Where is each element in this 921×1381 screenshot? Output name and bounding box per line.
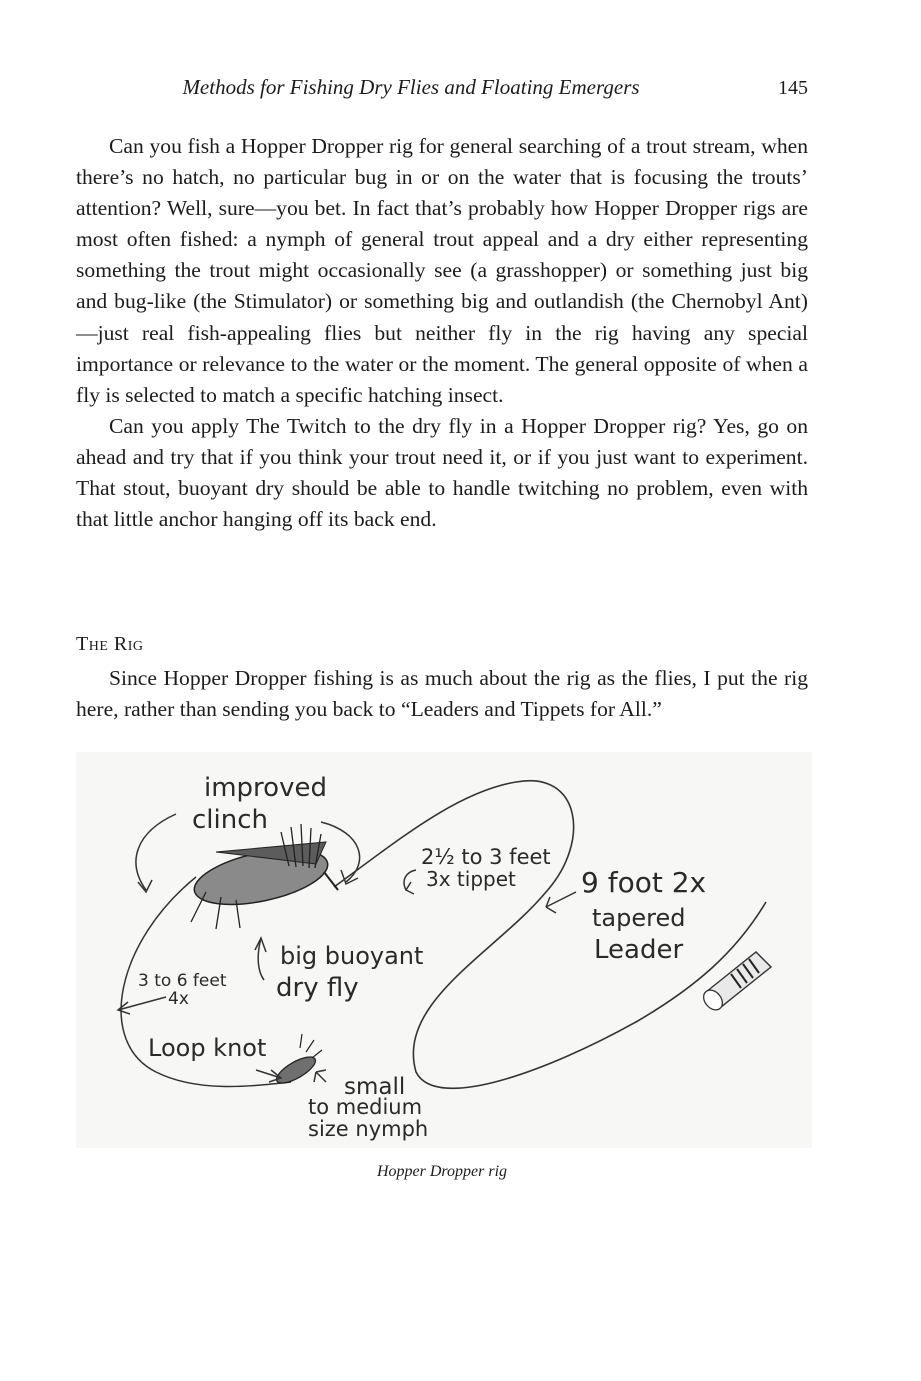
label-nymph-small: small: [344, 1074, 406, 1100]
label-big-buoyant: big buoyant: [280, 942, 424, 970]
figure-caption: Hopper Dropper rig: [376, 1163, 508, 1180]
label-nymph-size: size nymph: [308, 1117, 429, 1141]
label-loop-knot: Loop knot: [148, 1034, 267, 1062]
label-nymph-medium: to medium: [308, 1095, 423, 1119]
label-dropper-size: 4x: [168, 989, 189, 1009]
label-tippet-length: 2½ to 3 feet: [421, 845, 551, 869]
label-leader-tapered: tapered: [592, 904, 686, 932]
hopper-dropper-illustration: [76, 752, 812, 1148]
label-tippet-size: 3x tippet: [426, 867, 516, 891]
label-leader: Leader: [594, 935, 684, 965]
label-leader-length: 9 foot 2x: [581, 866, 707, 899]
paragraph: Since Hopper Dropper fishing is as much about the rig as the flies, I put the rig here, rather than sending you back to “Leaders and Tippets for All.”: [76, 666, 808, 722]
section-heading: The Rig: [76, 633, 144, 655]
section-body: [76, 663, 808, 725]
paragraph: Can you fish a Hopper Dropper rig for general searching of a trout stream, when there’s no hatch, no particular bug in or on the water that is focusing the trouts’ attention? Well, sure—you bet. In fact that’s probably how Hopper Dropper rigs are most often fished: a nymph of general trout appeal and a dry either representing something the trout might occasionally see (a grasshopper) or something just big and bug-like (the Stimulator) or something big and outlandish (the Chernobyl Ant)—just real fish-appealing flies but neither fly in the rig having any special importance or relevance to the water or the moment. The general opposite of when a fly is selected to match a specific hatching insect.: [76, 134, 808, 407]
paragraph: Can you apply The Twitch to the dry fly in a Hopper Dropper rig? Yes, go on ahead and try that if you think your trout need it, or if you just want to experiment. That stout, buoyant dry should be able to handle twitching no problem, even with that little anchor hanging off its back end.: [76, 413, 808, 532]
running-head: [0, 73, 921, 103]
label-dry-fly: dry fly: [276, 973, 359, 1003]
rig-sketch: [76, 752, 812, 1148]
label-improved: improved: [204, 773, 327, 803]
body-text: [76, 131, 808, 535]
label-dropper-length: 3 to 6 feet: [138, 971, 227, 991]
running-title: Methods for Fishing Dry Flies and Floating Emergers: [182, 75, 640, 99]
label-clinch: clinch: [192, 805, 268, 835]
page-number: 145: [778, 77, 808, 99]
